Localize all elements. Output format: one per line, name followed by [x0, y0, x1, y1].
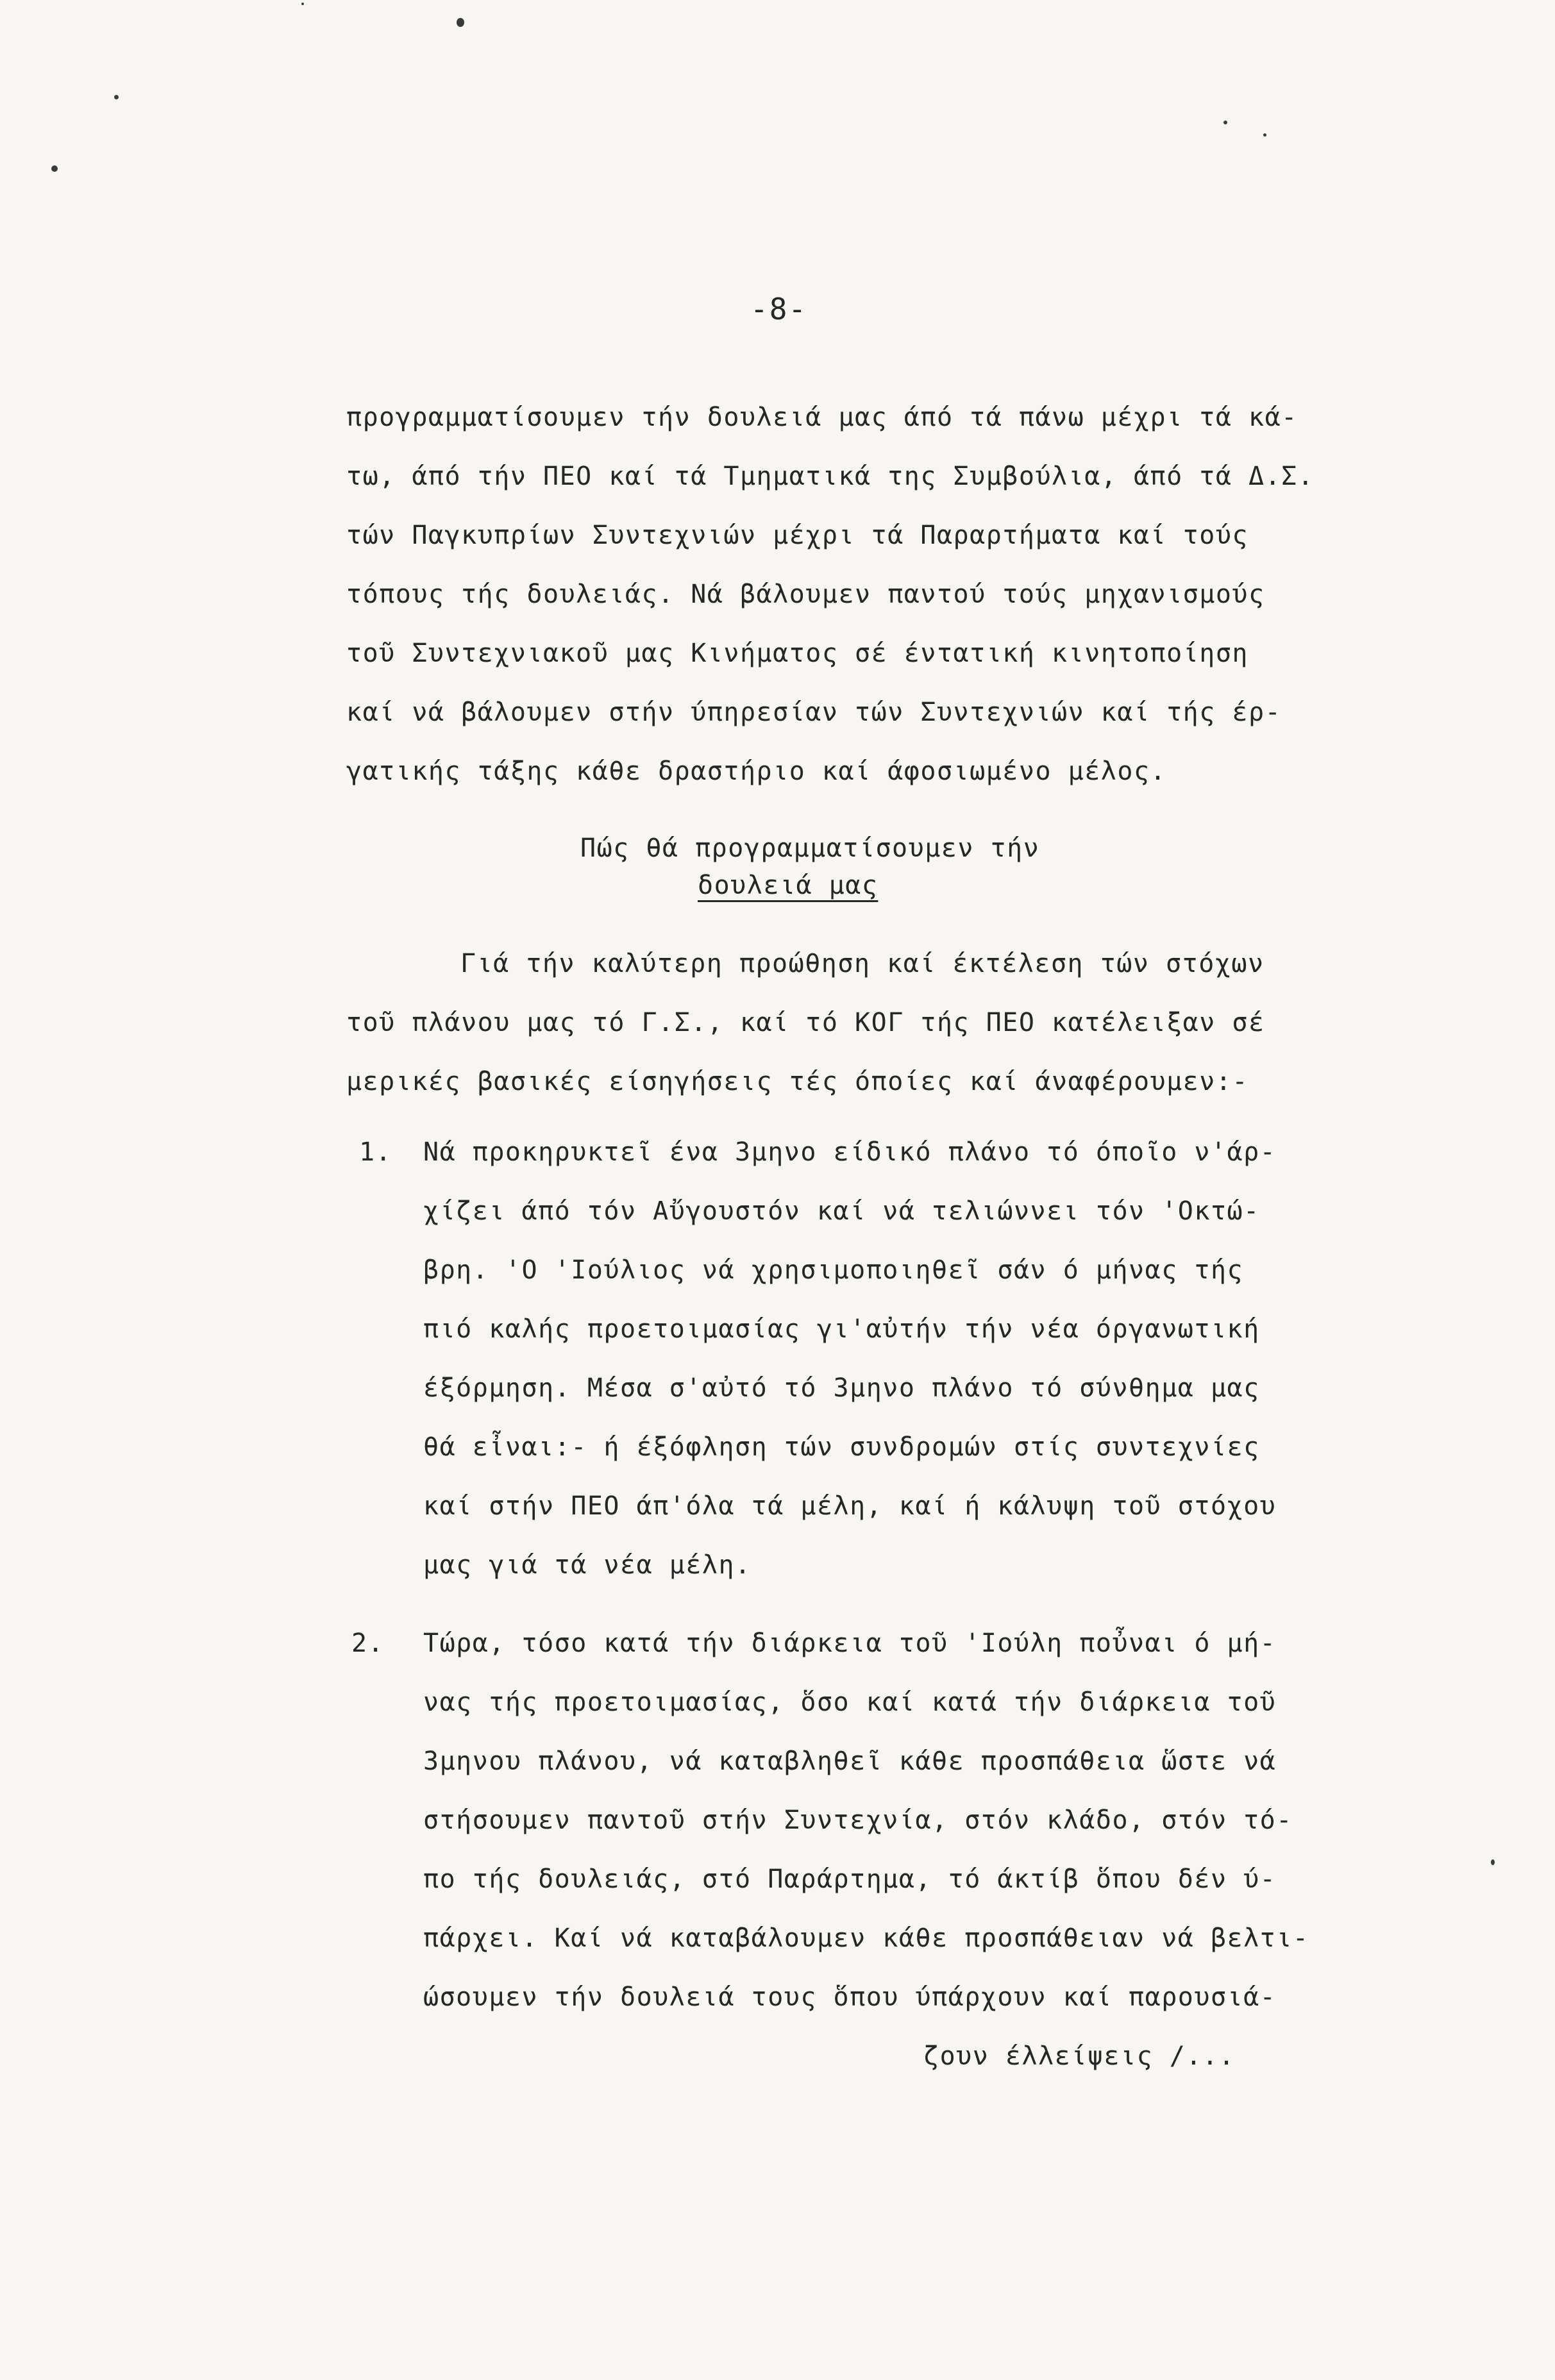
paragraph-line: τω, άπό τήν ΠΕΟ καί τά Τμηματικά της Συμβούλια, άπό τά Δ.Σ.: [346, 462, 1315, 491]
paragraph-line: τοῦ πλάνου μας τό Γ.Σ., καί τό ΚΟΓ τής ΠΕΟ κατέλειξαν σέ: [346, 1008, 1265, 1037]
paragraph-line: τών Παγκυπρίων Συντεχνιών μέχρι τά Παραρτήματα καί τούς: [346, 521, 1249, 550]
list-item-line: ζουν έλλείψεις /...: [923, 2041, 1236, 2071]
list-item-line: καί στήν ΠΕΟ άπ'όλα τά μέλη, καί ή κάλυψη τοῦ στόχου: [423, 1491, 1277, 1521]
list-item-line: θά εἶναι:- ή έξόφληση τών συνδρομών στίς συντεχνίες: [423, 1432, 1260, 1462]
scan-speck: [1223, 121, 1227, 124]
list-item-line: βρη. 'Ο 'Ιούλιος νά χρησιμοποιηθεῖ σάν ό μήνας τής: [423, 1255, 1244, 1285]
page-number: -8-: [750, 292, 808, 326]
paragraph-line: Γιά τήν καλύτερη προώθηση καί έκτέλεση τών στόχων: [460, 949, 1265, 978]
list-item-line: 3μηνου πλάνου, νά καταβληθεῖ κάθε προσπάθεια ὥστε νά: [423, 1747, 1277, 1776]
list-item-line: ώσουμεν τήν δουλειά τους ὅπου ύπάρχουν καί παρουσιά-: [423, 1982, 1277, 2012]
list-item-number: 2.: [351, 1629, 385, 1658]
list-item-number: 1.: [359, 1137, 392, 1167]
scan-speck: [51, 165, 58, 172]
list-item-line: πιό καλής προετοιμασίας γι'αὐτήν τήν νέα όργανωτική: [423, 1314, 1260, 1344]
list-item-line: Τώρα, τόσο κατά τήν διάρκεια τοῦ 'Ιούλη ποὖναι ό μή-: [423, 1629, 1277, 1658]
list-item-line: χίζει άπό τόν Αὔγουστόν καί νά τελιώννει τόν 'Οκτώ-: [423, 1196, 1260, 1226]
list-item-line: νας τής προετοιμασίας, ὅσο καί κατά τήν διάρκεια τοῦ: [423, 1688, 1277, 1717]
list-item-line: πο τής δουλειάς, στό Παράρτημα, τό άκτίβ ὅπου δέν ύ-: [423, 1865, 1277, 1894]
list-item-line: Νά προκηρυκτεῖ ένα 3μηνο είδικό πλάνο τό όποῖο ν'άρ-: [423, 1137, 1277, 1167]
list-item-line: πάρχει. Καί νά καταβάλουμεν κάθε προσπάθειαν νά βελτι-: [423, 1923, 1309, 1953]
scan-speck: [114, 95, 119, 99]
scan-speck: [1263, 133, 1266, 137]
list-item-line: μας γιά τά νέα μέλη.: [423, 1550, 752, 1580]
section-heading: Πώς θά προγραμματίσουμεν τήν: [580, 834, 1040, 863]
list-item-line: στήσουμεν παντοῦ στήν Συντεχνία, στόν κλάδο, στόν τό-: [423, 1806, 1293, 1835]
paragraph-line: μερικές βασικές είσηγήσεις τές όποίες καί άναφέρουμεν:-: [346, 1067, 1249, 1096]
paragraph-line: γατικής τάξης κάθε δραστήριο καί άφοσιωμένο μέλος.: [346, 757, 1167, 786]
list-item-line: έξόρμηση. Μέσα σ'αὐτό τό 3μηνο πλάνο τό σύνθημα μας: [423, 1373, 1260, 1403]
section-heading-underlined: δουλειά μας: [698, 871, 878, 900]
paragraph-line: προγραμματίσουμεν τήν δουλειά μας άπό τά πάνω μέχρι τά κά-: [346, 403, 1298, 432]
scan-speck: [301, 3, 304, 5]
paragraph-line: τοῦ Συντεχνιακοῦ μας Κινήματος σέ έντατική κινητοποίηση: [346, 639, 1249, 668]
scan-speck: [1491, 1859, 1495, 1865]
scan-speck: [457, 18, 464, 27]
paragraph-line: καί νά βάλουμεν στήν ύπηρεσίαν τών Συντεχνιών καί τής έρ-: [346, 698, 1282, 727]
paragraph-line: τόπους τής δουλειάς. Νά βάλουμεν παντού τούς μηχανισμούς: [346, 580, 1265, 609]
